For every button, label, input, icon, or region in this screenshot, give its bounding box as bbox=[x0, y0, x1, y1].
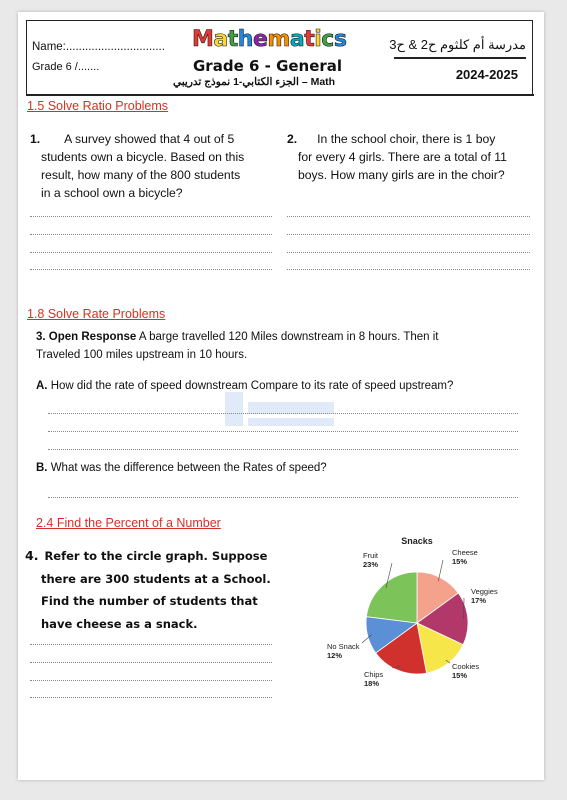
answer-line[interactable] bbox=[30, 697, 272, 698]
pie-slice-fruit bbox=[366, 572, 417, 623]
question-4 bbox=[25, 545, 285, 635]
academic-year: 2024-2025 bbox=[455, 67, 518, 82]
page-title: Grade 6 - General bbox=[193, 57, 343, 75]
question-4-line-3: Find the number of students that bbox=[41, 594, 258, 608]
name-field-label: Name:............................... bbox=[32, 41, 165, 53]
answer-line[interactable] bbox=[30, 234, 272, 235]
answer-line[interactable] bbox=[287, 252, 530, 253]
logo-letter: t bbox=[304, 27, 315, 52]
logo-letter: i bbox=[314, 27, 322, 52]
answer-line[interactable] bbox=[48, 413, 518, 414]
logo-letter: a bbox=[289, 27, 305, 52]
answer-line[interactable] bbox=[48, 449, 518, 450]
question-3-lead: 3. Open Response bbox=[36, 331, 137, 343]
question-3-line-1: A barge travelled 120 Miles downstream in 8 hours. Then it bbox=[136, 331, 439, 343]
question-4-line-4: have cheese as a snack. bbox=[41, 616, 198, 631]
section-title-ratio: 1.5 Solve Ratio Problems bbox=[27, 99, 169, 113]
question-2-line-1: In the school choir, there is 1 boy bbox=[317, 132, 496, 146]
logo-letter: a bbox=[213, 27, 228, 52]
worksheet-header bbox=[26, 20, 533, 96]
question-2-number: 2. bbox=[287, 132, 298, 146]
logo-letter: m bbox=[267, 27, 290, 52]
logo-letter: c bbox=[321, 27, 334, 52]
answer-line[interactable] bbox=[30, 680, 272, 681]
logo-letter: s bbox=[333, 27, 347, 52]
section-title-percent: 2.4 Find the Percent of a Number bbox=[36, 516, 221, 530]
pie-label-percent: 17% bbox=[471, 596, 487, 605]
header-divider bbox=[26, 94, 534, 96]
answer-line[interactable] bbox=[30, 252, 272, 253]
part-a-text: How did the rate of speed downstream Compare to its rate of speed upstream? bbox=[47, 380, 454, 392]
question-4-line-1: Refer to the circle graph. Suppose bbox=[44, 549, 268, 563]
question-1-line-3: result, how many of the 800 students bbox=[41, 168, 241, 182]
part-b-label: B. bbox=[36, 462, 48, 474]
question-1-line-4: in a school own a bicycle? bbox=[41, 186, 183, 200]
answer-line[interactable] bbox=[30, 662, 272, 663]
answer-line[interactable] bbox=[48, 431, 518, 432]
snacks-pie-chart bbox=[300, 528, 530, 698]
answer-line[interactable] bbox=[287, 269, 530, 270]
pie-label-name: Chips bbox=[364, 670, 384, 679]
part-b-text: What was the difference between the Rates of speed? bbox=[47, 462, 327, 474]
question-4-line-2: there are 300 students at a School. bbox=[41, 571, 271, 586]
question-3-line-2: Traveled 100 miles upstream in 10 hours. bbox=[36, 349, 248, 361]
question-1-line-1: A survey showed that 4 out of 5 bbox=[64, 132, 235, 146]
question-2-line-2: for every 4 girls. There are a total of 11 bbox=[298, 150, 507, 164]
question-1-number: 1. bbox=[30, 132, 41, 146]
section-title-rate: 1.8 Solve Rate Problems bbox=[27, 307, 166, 321]
question-3-part-b bbox=[36, 459, 536, 477]
question-2-line-3: boys. How many girls are in the choir? bbox=[298, 168, 505, 182]
answer-line[interactable] bbox=[30, 216, 272, 217]
question-3 bbox=[36, 328, 536, 364]
question-1-line-2: students own a bicycle. Based on this bbox=[41, 150, 245, 164]
pie-label-name: Fruit bbox=[363, 551, 378, 560]
pie-label-percent: 15% bbox=[452, 557, 468, 566]
pie-label-name: Cheese bbox=[452, 548, 478, 557]
logo-letter: e bbox=[252, 27, 268, 52]
logo-letter: M bbox=[192, 27, 214, 52]
pie-label-percent: 15% bbox=[452, 671, 468, 680]
school-underline bbox=[394, 57, 526, 59]
answer-line[interactable] bbox=[287, 234, 530, 235]
answer-line[interactable] bbox=[30, 644, 272, 645]
pie-label-percent: 18% bbox=[364, 679, 380, 688]
question-1 bbox=[30, 130, 280, 202]
school-name: مدرسة أم كلثوم ح2 & ح3 bbox=[389, 37, 526, 52]
pie-label-name: Cookies bbox=[452, 662, 480, 671]
chart-title: Snacks bbox=[401, 536, 433, 546]
pie-label-percent: 23% bbox=[363, 560, 379, 569]
grade-field-label: Grade 6 /....... bbox=[32, 61, 100, 73]
answer-line[interactable] bbox=[30, 269, 272, 270]
logo-letter: h bbox=[237, 27, 253, 52]
pie-label-name: No Snack bbox=[327, 642, 360, 651]
answer-line[interactable] bbox=[48, 497, 518, 498]
page-subtitle: الجزء الكتابي-1 نموذج تدريبي – Math bbox=[173, 76, 336, 88]
mathematics-logo bbox=[192, 27, 346, 52]
pie-label-name: Veggies bbox=[471, 587, 498, 596]
part-a-label: A. bbox=[36, 380, 48, 392]
question-2 bbox=[287, 130, 537, 184]
answer-line[interactable] bbox=[287, 216, 530, 217]
pie-label-percent: 12% bbox=[327, 651, 343, 660]
logo-letter: t bbox=[227, 27, 238, 52]
question-4-number: 4. bbox=[25, 548, 39, 563]
